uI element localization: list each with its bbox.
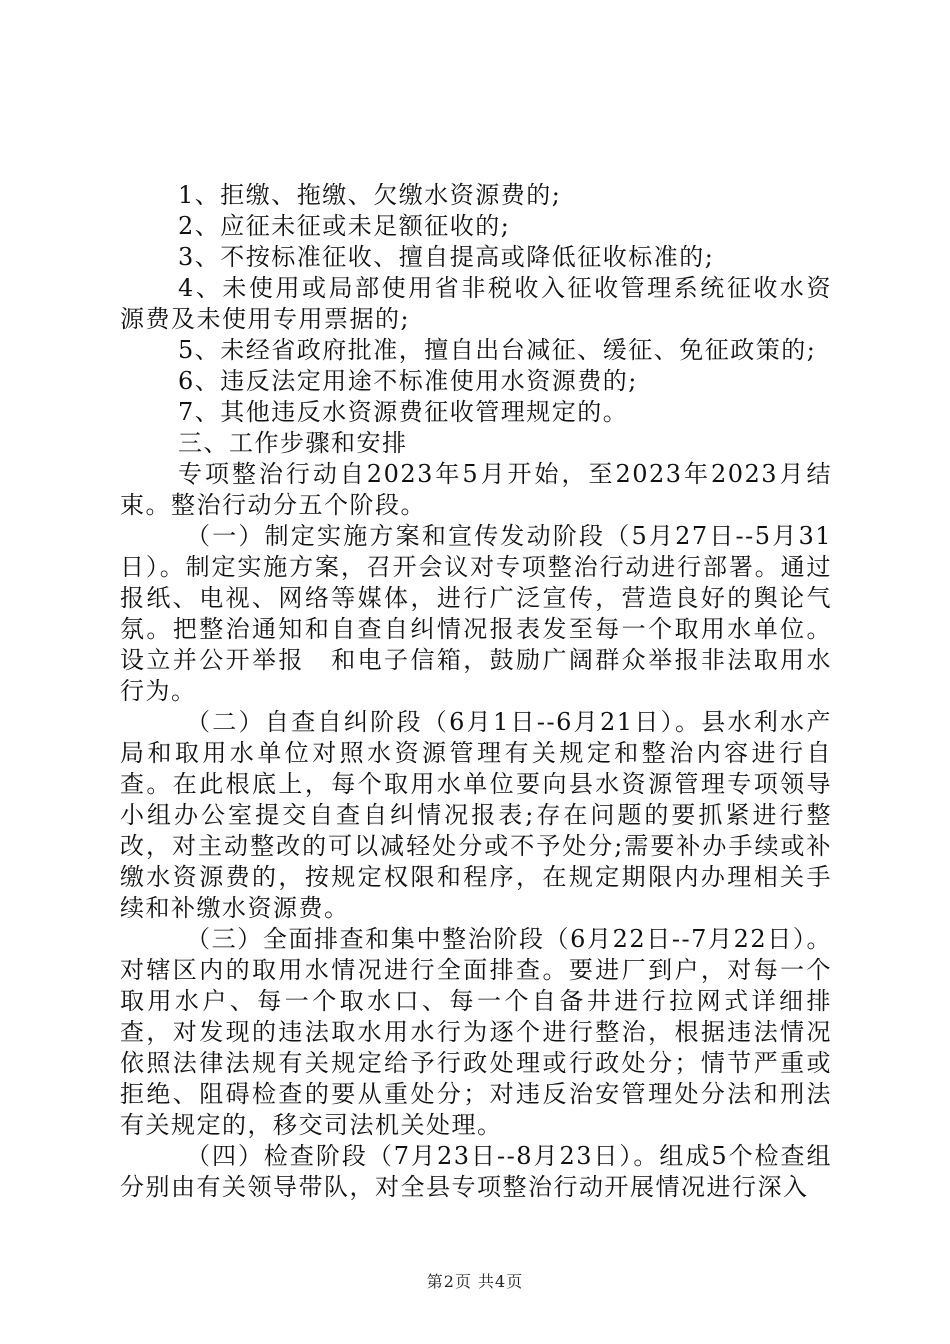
- list-item-3: 3、不按标准征收、擅自提高或降低征收标准的;: [178, 243, 715, 271]
- section-heading: 三、工作步骤和安排: [178, 429, 408, 457]
- paragraph-schedule: 专项整治行动自2023年5月开始，至2023年2023月结束。整治行动分五个阶段。: [120, 460, 832, 519]
- list-item-7: 7、其他违反水资源费征收管理规定的。: [178, 398, 629, 426]
- list-item-4: 4、未使用或局部使用省非税收入征收管理系统征收水资源费及未使用专用票据的;: [120, 274, 832, 333]
- paragraph-phase-1: （一）制定实施方案和宣传发动阶段（5月27日--5月31日）。制定实施方案，召开会议对专项整治行动进行部署。通过报纸、电视、网络等媒体，进行广泛宣传，营造良好的舆论气氛。把整治通知和自查自纠情况报表发至每一个取用水单位。设立并公开举报 和电子信箱，鼓励广阔群众举报非法取用水行为。: [120, 522, 832, 705]
- paragraph-phase-2: （二）自查自纠阶段（6月1日--6月21日）。县水利水产局和取用水单位对照水资源管理有关规定和整治内容进行自查。在此根底上，每个取用水单位要向县水资源管理专项领导小组办公室提交自查自纠情况报表;存在问题的要抓紧进行整改，对主动整改的可以减轻处分或不予处分;需要补办手续或补缴水资源费的，按规定权限和程序，在规定期限内办理相关手续和补缴水资源费。: [120, 708, 832, 922]
- page-number-footer: 第2页 共4页: [426, 1272, 524, 1291]
- paragraph-phase-3: （三）全面排查和集中整治阶段（6月22日--7月22日）。对辖区内的取用水情况进行全面排查。要进厂到户，对每一个取用水户、每一个取水口、每一个自备井进行拉网式详细排查，对发现的违法取水用水行为逐个进行整治，根据违法情况依照法律法规有关规定给予行政处理或行政处分；情节严重或拒绝、阻碍检查的要从重处分；对违反治安管理处分法和刑法有关规定的，移交司法机关处理。: [120, 925, 832, 1139]
- list-item-1: 1、拒缴、拖缴、欠缴水资源费的;: [178, 181, 562, 209]
- list-item-2: 2、应征未征或未足额征收的;: [178, 212, 511, 240]
- paragraph-phase-4: （四）检查阶段（7月23日--8月23日）。组成5个检查组分别由有关领导带队，对全县专项整治行动开展情况进行深入: [120, 1142, 832, 1201]
- list-item-6: 6、违反法定用途不标准使用水资源费的;: [178, 367, 638, 395]
- document-body: [120, 180, 832, 1203]
- list-item-5: 5、未经省政府批准，擅自出台减征、缓征、免征政策的;: [178, 336, 817, 364]
